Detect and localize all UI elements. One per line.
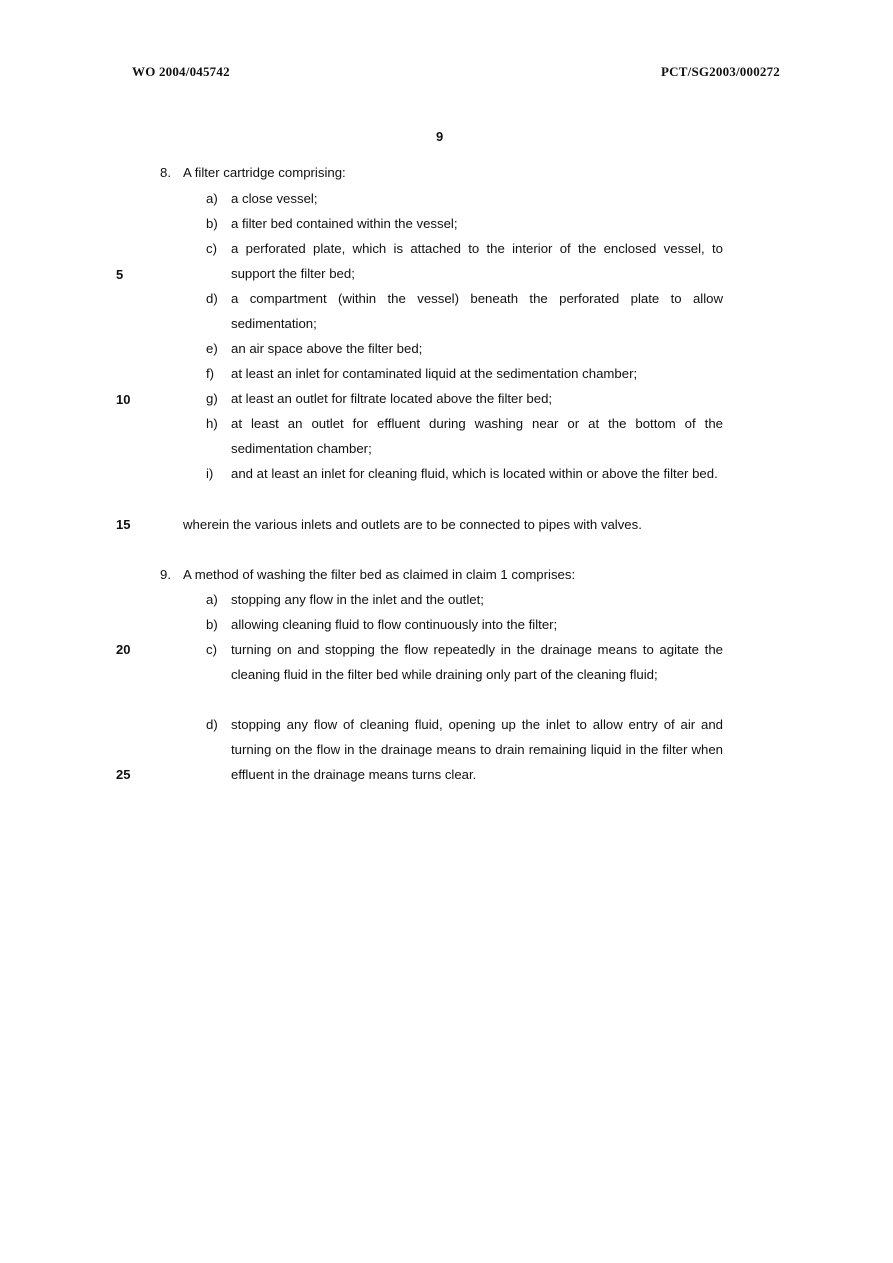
item-label: b)	[206, 216, 218, 231]
claim-closing: wherein the various inlets and outlets are to be connected to pipes with valves.	[183, 517, 642, 532]
item-text: stopping any flow of cleaning fluid, opening up the inlet to allow entry of air and turning on the flow in the drainage means to drain remaining liquid in the filter when effluent in the drainage means turns clear.	[231, 717, 723, 782]
line-number-15: 15	[116, 517, 131, 532]
claim-intro: A filter cartridge comprising:	[183, 165, 346, 180]
item-label: c)	[206, 642, 217, 657]
item-text: and at least an inlet for cleaning fluid, which is located within or above the filter bed.	[231, 466, 718, 481]
item-label: f)	[206, 366, 215, 381]
item-label: g)	[206, 391, 218, 406]
line-number-5: 5	[116, 267, 124, 282]
item-text: stopping any flow in the inlet and the outlet;	[231, 592, 484, 607]
line-number-20: 20	[116, 642, 131, 657]
item-text: turning on and stopping the flow repeatedly in the drainage means to agitate the cleaning fluid in the filter bed while draining only part of the cleaning fluid;	[231, 642, 723, 682]
application-number: PCT/SG2003/000272	[661, 64, 780, 79]
item-text: an air space above the filter bed;	[231, 341, 423, 356]
page-number: 9	[436, 129, 444, 144]
item-label: c)	[206, 241, 217, 256]
item-text: a perforated plate, which is attached to the interior of the enclosed vessel, to support the filter bed;	[231, 241, 723, 281]
item-label: e)	[206, 341, 218, 356]
publication-number: WO 2004/045742	[132, 64, 230, 79]
line-number-10: 10	[116, 392, 131, 407]
item-label: i)	[206, 466, 214, 481]
claim-number: 9.	[160, 567, 171, 582]
item-text: at least an outlet for effluent during washing near or at the bottom of the sedimentation chamber;	[231, 416, 723, 456]
item-text: a filter bed contained within the vessel;	[231, 216, 458, 231]
item-label: d)	[206, 291, 218, 306]
claim-intro: A method of washing the filter bed as claimed in claim 1 comprises:	[183, 567, 576, 582]
item-label: d)	[206, 717, 218, 732]
item-text: at least an inlet for contaminated liquid at the sedimentation chamber;	[231, 366, 638, 381]
item-label: a)	[206, 191, 218, 206]
item-text: at least an outlet for filtrate located above the filter bed;	[231, 391, 553, 406]
item-label: h)	[206, 416, 218, 431]
claim-number: 8.	[160, 165, 171, 180]
line-number-25: 25	[116, 767, 131, 782]
item-label: b)	[206, 617, 218, 632]
item-text: a close vessel;	[231, 191, 318, 206]
item-text: allowing cleaning fluid to flow continuously into the filter;	[231, 617, 558, 632]
item-text: a compartment (within the vessel) beneath the perforated plate to allow sedimentation;	[231, 291, 723, 331]
item-label: a)	[206, 592, 218, 607]
